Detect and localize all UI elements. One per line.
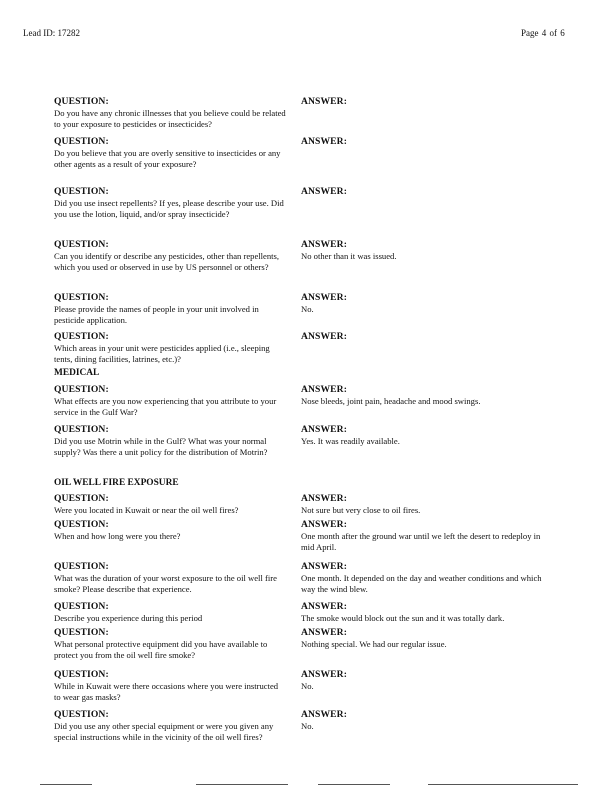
answer-block [301, 669, 551, 692]
answer-label: ANSWER: [301, 601, 348, 612]
answer-text: Nose bleeds, joint pain, headache and mood swings. [301, 396, 481, 406]
footer-rule [196, 784, 288, 785]
answer-label: ANSWER: [301, 669, 348, 680]
answer-label: ANSWER: [301, 627, 348, 638]
answer-label: ANSWER: [301, 493, 348, 504]
question-block [54, 601, 286, 624]
question-text: Were you located in Kuwait or near the oil well fires? [54, 505, 239, 515]
question-text: Describe you experience during this period [54, 613, 203, 623]
question-block [54, 239, 286, 274]
answer-text: The smoke would block out the sun and it was totally dark. [301, 613, 505, 623]
page-of: of [549, 28, 557, 38]
answer-block [301, 96, 551, 108]
question-text: Can you identify or describe any pesticides, other than repellents, which you used or observed in use by US personnel or others? [54, 251, 280, 273]
question-label: QUESTION: [54, 561, 109, 572]
answer-label: ANSWER: [301, 136, 348, 147]
answer-block [301, 292, 551, 315]
answer-label: ANSWER: [301, 384, 348, 395]
answer-block [301, 493, 551, 516]
question-text: Did you use any other special equipment or were you given any special instructions while in the vicinity of the oil well fires? [54, 721, 274, 743]
question-label: QUESTION: [54, 331, 109, 342]
answer-label: ANSWER: [301, 331, 348, 342]
question-text: Which areas in your unit were pesticides applied (i.e., sleeping tents, dining facilities, latrines, etc.)? [54, 343, 270, 365]
question-block [54, 136, 286, 171]
page-label: Page [521, 28, 539, 38]
question-block [54, 96, 286, 131]
answer-block [301, 709, 551, 732]
answer-block [301, 136, 551, 148]
question-block [54, 186, 286, 221]
answer-label: ANSWER: [301, 239, 348, 250]
page-total: 6 [560, 28, 565, 38]
question-text: What personal protective equipment did you have available to protect you from the oil well fire smoke? [54, 639, 268, 661]
question-label: QUESTION: [54, 627, 109, 638]
answer-label: ANSWER: [301, 186, 348, 197]
answer-text: One month. It depended on the day and weather conditions and which way the wind blew. [301, 573, 542, 595]
question-label: QUESTION: [54, 669, 109, 680]
question-text: When and how long were you there? [54, 531, 181, 541]
question-block [54, 424, 286, 459]
answer-label: ANSWER: [301, 292, 348, 303]
answer-block [301, 331, 551, 343]
answer-block [301, 239, 551, 262]
question-label: QUESTION: [54, 601, 109, 612]
question-block [54, 493, 286, 516]
question-block [54, 669, 286, 704]
question-label: QUESTION: [54, 493, 109, 504]
answer-block [301, 186, 551, 198]
page-indicator [521, 28, 565, 38]
question-block [54, 627, 286, 662]
question-text: While in Kuwait were there occasions where you were instructed to wear gas masks? [54, 681, 279, 703]
answer-text: No other than it was issued. [301, 251, 397, 261]
question-text: Did you use insect repellents? If yes, please describe your use. Did you use the lotion, liquid, and/or spray insecticide? [54, 198, 284, 220]
answer-text: Yes. It was readily available. [301, 436, 400, 446]
question-block [54, 561, 286, 596]
answer-label: ANSWER: [301, 561, 348, 572]
answer-block [301, 601, 551, 624]
question-label: QUESTION: [54, 709, 109, 720]
question-block [54, 709, 286, 744]
answer-block [301, 561, 551, 596]
footer-rule [318, 784, 390, 785]
answer-text: Not sure but very close to oil fires. [301, 505, 421, 515]
answer-label: ANSWER: [301, 709, 348, 720]
question-text: What effects are you now experiencing that you attribute to your service in the Gulf War? [54, 396, 277, 418]
question-block [54, 292, 286, 327]
page-number: 4 [541, 28, 547, 38]
question-text: What was the duration of your worst exposure to the oil well fire smoke? Please describe that experience. [54, 573, 277, 595]
answer-text: Nothing special. We had our regular issue. [301, 639, 447, 649]
question-label: QUESTION: [54, 424, 109, 435]
answer-block [301, 384, 551, 407]
question-block [54, 519, 286, 542]
answer-block [301, 519, 551, 554]
question-text: Did you use Motrin while in the Gulf? What was your normal supply? Was there a unit policy for the distribution of Motrin? [54, 436, 268, 458]
answer-label: ANSWER: [301, 96, 348, 107]
question-text: Please provide the names of people in your unit involved in pesticide application. [54, 304, 259, 326]
question-text: Do you believe that you are overly sensitive to insecticides or any other agents as a result of your exposure? [54, 148, 281, 170]
answer-text: One month after the ground war until we left the desert to redeploy in mid April. [301, 531, 541, 553]
question-block [54, 331, 286, 366]
lead-id: Lead ID: 17282 [23, 28, 80, 38]
footer-rule [428, 784, 578, 785]
answer-block [301, 424, 551, 447]
question-label: QUESTION: [54, 384, 109, 395]
answer-label: ANSWER: [301, 424, 348, 435]
section-heading-oil-well-fire: OIL WELL FIRE EXPOSURE [54, 478, 179, 488]
question-label: QUESTION: [54, 136, 109, 147]
answer-text: No. [301, 304, 314, 314]
question-label: QUESTION: [54, 292, 109, 303]
question-label: QUESTION: [54, 519, 109, 530]
question-label: QUESTION: [54, 96, 109, 107]
answer-block [301, 627, 551, 650]
question-text: Do you have any chronic illnesses that you believe could be related to your exposure to pesticides or insecticides? [54, 108, 286, 130]
question-label: QUESTION: [54, 186, 109, 197]
question-label: QUESTION: [54, 239, 109, 250]
answer-text: No. [301, 681, 314, 691]
answer-label: ANSWER: [301, 519, 348, 530]
answer-text: No. [301, 721, 314, 731]
question-block [54, 384, 286, 419]
section-heading-medical: MEDICAL [54, 368, 100, 378]
footer-rule [40, 784, 92, 785]
